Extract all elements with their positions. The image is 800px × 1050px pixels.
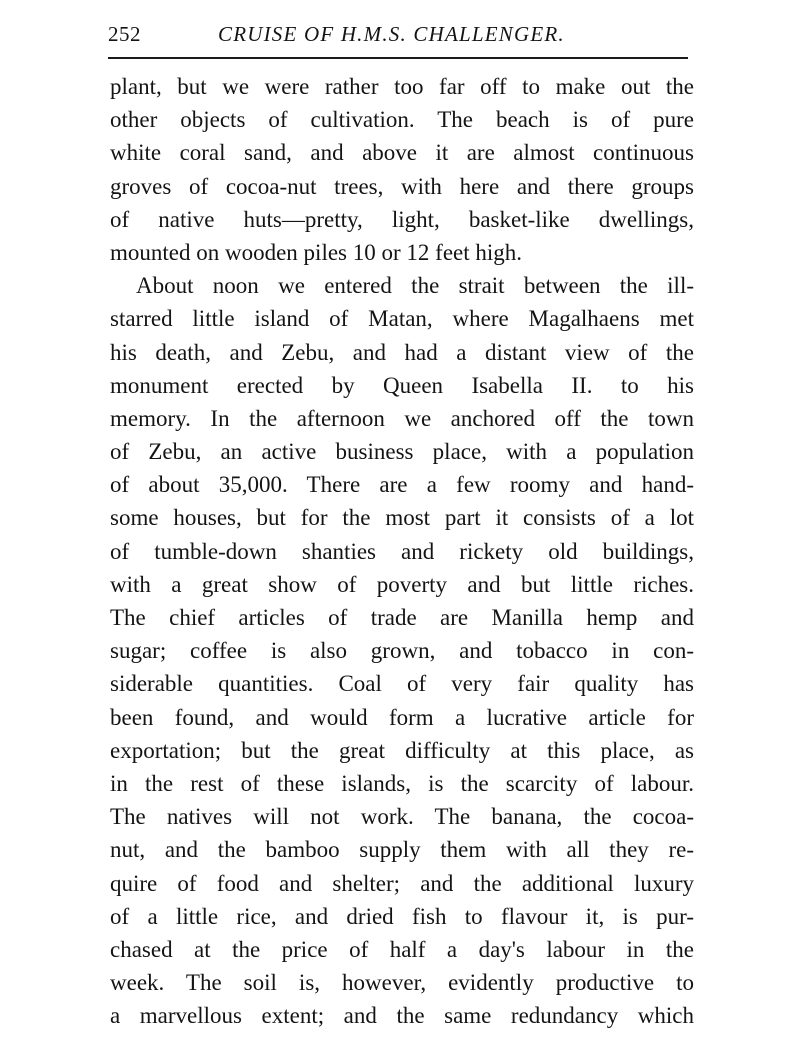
text-line: groves of cocoa-nut trees, with here and there groups [110, 173, 694, 199]
text-line: The chief articles of trade are Manilla hemp and [110, 605, 694, 630]
text-line: siderable quantities. Coal of very fair quality has [110, 671, 694, 697]
text-line: of native huts—pretty, light, basket-like dwellings, [110, 206, 694, 232]
text-line: memory. In the afternoon we anchored off the town [110, 405, 694, 431]
page-number: 252 [108, 22, 141, 46]
text-line: chased at the price of half a day's labour in the [110, 936, 694, 962]
text-line: sugar; coffee is also grown, and tobacco in con- [110, 638, 694, 664]
text-line: been found, and would form a lucrative article for [110, 704, 694, 730]
text-line: monument erected by Queen Isabella II. to his [110, 372, 694, 398]
text-line: The natives will not work. The banana, the cocoa- [110, 804, 694, 830]
text-line: mounted on wooden piles 10 or 12 feet high. [110, 239, 523, 265]
page-header [108, 22, 690, 52]
text-line: a marvellous extent; and the same redundancy which [110, 1003, 694, 1029]
text-line: starred little island of Matan, where Magalhaens met [110, 306, 694, 332]
text-line: of about 35,000. There are a few roomy and hand- [110, 472, 694, 498]
text-line: white coral sand, and above it are almost continuous [110, 140, 694, 166]
text-line: of tumble-down shanties and rickety old buildings, [110, 538, 694, 564]
text-line: exportation; but the great difficulty at this place, as [110, 737, 694, 763]
text-line: of Zebu, an active business place, with a population [110, 439, 694, 465]
text-line: plant, but we were rather too far off to make out the [110, 74, 694, 99]
body-text [110, 70, 694, 1032]
text-line: quire of food and shelter; and the additional luxury [110, 870, 694, 896]
text-line: of a little rice, and dried fish to flavour it, is pur- [110, 903, 694, 929]
text-line: About noon we entered the strait between the ill- [136, 273, 694, 299]
running-title: CRUISE OF H.M.S. CHALLENGER. [218, 22, 565, 46]
text-line: his death, and Zebu, and had a distant view of the [110, 339, 694, 365]
text-line: in the rest of these islands, is the scarcity of labour. [110, 770, 694, 796]
header-rule [108, 57, 688, 59]
text-line: other objects of cultivation. The beach is of pure [110, 107, 694, 133]
text-line: nut, and the bamboo supply them with all they re- [110, 837, 694, 863]
text-line: week. The soil is, however, evidently productive to [110, 970, 694, 996]
text-line: some houses, but for the most part it consists of a lot [110, 505, 694, 531]
text-line: with a great show of poverty and but little riches. [110, 571, 694, 597]
